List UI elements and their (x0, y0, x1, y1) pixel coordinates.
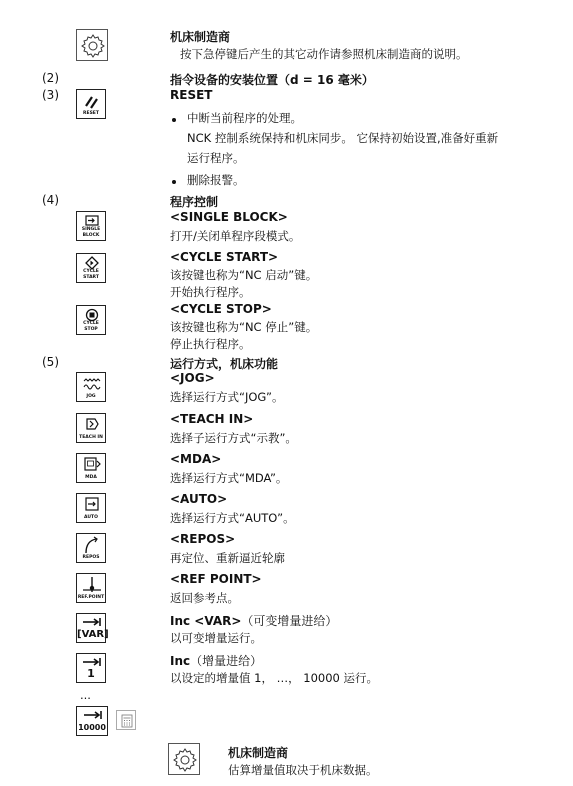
inc-name: Inc (170, 654, 191, 668)
mda-key: MDA (76, 453, 106, 483)
reset-bullet-1-line-3: 运行程序。 (187, 151, 245, 165)
section-number: (2) (42, 71, 59, 85)
reset-bullet-1-line-2: NCK 控制系统保持和机床同步。 它保持初始设置,准备好重新 (187, 131, 499, 145)
jog-key: JOG (76, 372, 106, 402)
auto-name: <AUTO> (170, 492, 228, 506)
manufacturer-note: 估算增量值取决于机床数据。 (228, 763, 378, 777)
manufacturer-note: 按下急停键后产生的其它动作请参照机床制造商的说明。 (180, 47, 468, 61)
teach-in-desc: 选择子运行方式“示教”。 (170, 431, 297, 445)
single-block-desc: 打开/关闭单程序段模式。 (170, 229, 301, 243)
section-number: (5) (42, 355, 59, 369)
bullet (172, 180, 176, 184)
mda-name: <MDA> (170, 452, 222, 466)
cycle-stop-desc-2: 停止执行程序。 (170, 337, 251, 351)
teach-in-key: TEACH IN (76, 413, 106, 443)
ref-point-desc: 返回参考点。 (170, 591, 239, 605)
bullet (172, 118, 176, 122)
inc-var-name-line (170, 612, 337, 629)
auto-desc: 选择运行方式“AUTO”。 (170, 511, 295, 525)
single-block-key: SINGLE BLOCK (76, 211, 106, 241)
inc-1-key: 1 (76, 653, 106, 683)
inc-paren: （增量进给） (190, 654, 263, 668)
inc-10000-key: 10000 (76, 706, 108, 736)
jog-desc: 选择运行方式“JOG”。 (170, 390, 284, 404)
inc-name-line (170, 652, 262, 669)
ellipsis: ... (80, 688, 91, 702)
cycle-start-name: <CYCLE START> (170, 250, 279, 264)
inc-var-desc: 以可变增量运行。 (170, 631, 262, 645)
machine-manufacturer-icon (168, 743, 200, 775)
manufacturer-title: 机床制造商 (170, 30, 231, 44)
section-number: (3) (42, 88, 59, 102)
increment-arrow-icon (77, 707, 109, 737)
cycle-stop-key: CYCLE STOP (76, 305, 106, 335)
jog-name: <JOG> (170, 371, 215, 385)
section-title-reset: RESET (170, 88, 213, 102)
inc-var-key: [VAR] (76, 613, 106, 643)
ref-point-name: <REF POINT> (170, 572, 262, 586)
ref-point-key: REF.POINT (76, 573, 106, 603)
inc-desc: 以设定的增量值 1， …， 10000 运行。 (170, 671, 379, 685)
reset-bullet-2: 删除报警。 (187, 173, 245, 187)
reset-key-label: RESET (83, 111, 99, 116)
manufacturer-title: 机床制造商 (228, 746, 289, 760)
inc-var-name: Inc <VAR> (170, 614, 242, 628)
repos-desc: 再定位、重新逼近轮廓 (170, 551, 285, 565)
cycle-start-desc-2: 开始执行程序。 (170, 285, 251, 299)
section-number: (4) (42, 193, 59, 207)
cycle-stop-name: <CYCLE STOP> (170, 302, 272, 316)
mda-desc: 选择运行方式“MDA”。 (170, 471, 288, 485)
inc-var-paren: （可变增量进给） (241, 614, 338, 628)
machine-manufacturer-icon (76, 29, 108, 61)
calculator-icon (116, 710, 136, 730)
cycle-start-key: CYCLE START (76, 253, 106, 283)
section-title-operating-modes: 运行方式，机床功能 (170, 357, 279, 371)
section-title-program-control: 程序控制 (170, 195, 219, 209)
cycle-start-desc-1: 该按键也称为“NC 启动”键。 (170, 268, 318, 282)
reset-key (76, 89, 106, 119)
single-block-name: <SINGLE BLOCK> (170, 210, 288, 224)
repos-name: <REPOS> (170, 532, 236, 546)
gear-icon (77, 30, 109, 62)
repos-key: REPOS (76, 533, 106, 563)
gear-icon (169, 744, 201, 776)
reset-bullet-1: 中断当前程序的处理。 (187, 111, 302, 125)
section-title-install-position: 指令设备的安装位置（d = 16 毫米） (170, 73, 374, 87)
teach-in-name: <TEACH IN> (170, 412, 254, 426)
auto-key: AUTO (76, 493, 106, 523)
cycle-stop-desc-1: 该按键也称为“NC 停止”键。 (170, 320, 318, 334)
